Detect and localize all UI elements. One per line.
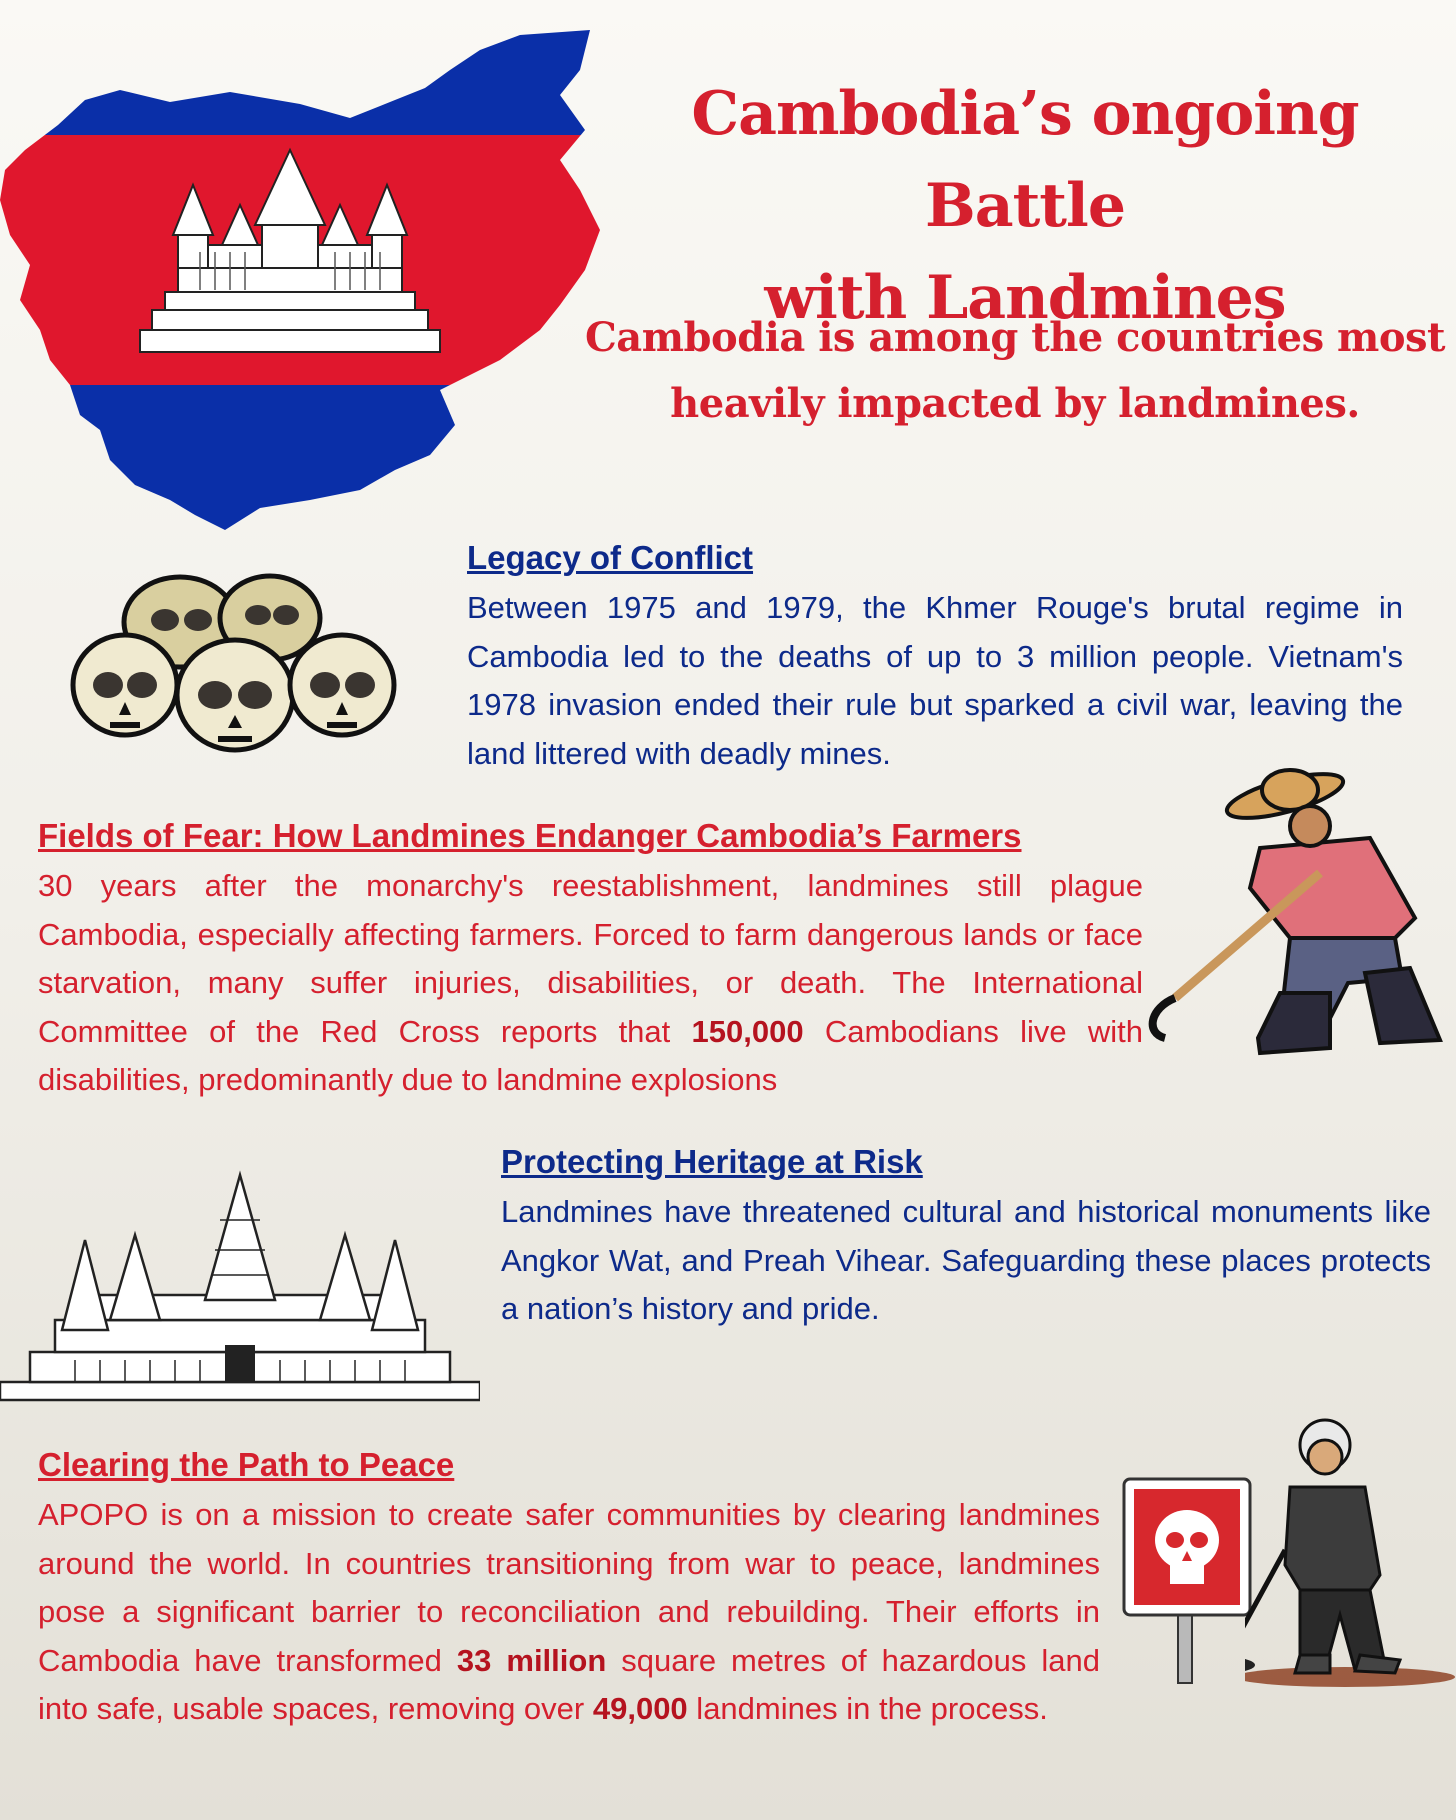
legacy-body: Between 1975 and 1979, the Khmer Rouge's brutal regime in Cambodia led to the deaths of up to 3 million people. Vietnam's 1978 invasion ended their rule but sparked a civil war, leaving the land littered with deadly mines. [467, 590, 1403, 771]
fields-section [38, 816, 1143, 1105]
cambodia-flag-map-icon [0, 30, 600, 540]
farmer-with-hoe-icon [1140, 768, 1456, 1058]
heritage-heading: Protecting Heritage at Risk [501, 1143, 923, 1180]
heritage-body: Landmines have threatened cultural and historical monuments like Angkor Wat, and Preah Vihear. Safeguarding these places protects a nation’s history and pride. [501, 1194, 1431, 1326]
title-line-1: Cambodia’s ongoing Battle [691, 79, 1359, 241]
peace-section [38, 1445, 1100, 1734]
subtitle-line-2: heavily impacted by landmines. [670, 380, 1360, 427]
skull-warning-sign-icon [1120, 1475, 1255, 1685]
fields-body [38, 862, 1143, 1105]
peace-body-part-2: square metres of hazardous land into safe, usable spaces, removing over [38, 1642, 1101, 1726]
page-title [600, 68, 1450, 344]
peace-highlight-2: 49,000 [592, 1691, 688, 1726]
fields-heading: Fields of Fear: How Landmines Endanger Cambodia’s Farmers [38, 817, 1022, 854]
page-subtitle [580, 305, 1450, 437]
fields-body-part-1: 30 years after the monarchy's reestablishment, landmines still plague Cambodia, especially affecting farmers. Forced to farm dangerous lands or face starvation, many suffer injuries, disabilities, or death. The International Committee of the Red Cross reports that [38, 868, 1143, 1049]
angkor-wat-temple-icon [0, 1170, 480, 1402]
fields-highlight: 150,000 [691, 1013, 804, 1049]
subtitle-line-1: Cambodia is among the countries most [584, 314, 1446, 361]
legacy-section [467, 538, 1403, 778]
peace-body-part-1: APOPO is on a mission to create safer communities by clearing landmines around the world. In countries transitioning from war to peace, landmines pose a significant barrier to reconciliation and rebuilding. Their efforts in Cambodia have transformed [38, 1497, 1100, 1678]
title-line-2: with Landmines [764, 263, 1286, 333]
peace-highlight-1: 33 million [456, 1642, 607, 1678]
skulls-pile-icon [70, 570, 410, 770]
peace-body [38, 1491, 1100, 1734]
peace-body-part-3: landmines in the process. [687, 1691, 1048, 1726]
legacy-heading: Legacy of Conflict [467, 539, 754, 576]
fields-body-part-2: Cambodians live with disabilities, predominantly due to landmine explosions [38, 1013, 1143, 1097]
peace-heading: Clearing the Path to Peace [38, 1446, 455, 1483]
heritage-section [501, 1142, 1431, 1334]
deminer-with-detector-icon [1245, 1415, 1456, 1690]
